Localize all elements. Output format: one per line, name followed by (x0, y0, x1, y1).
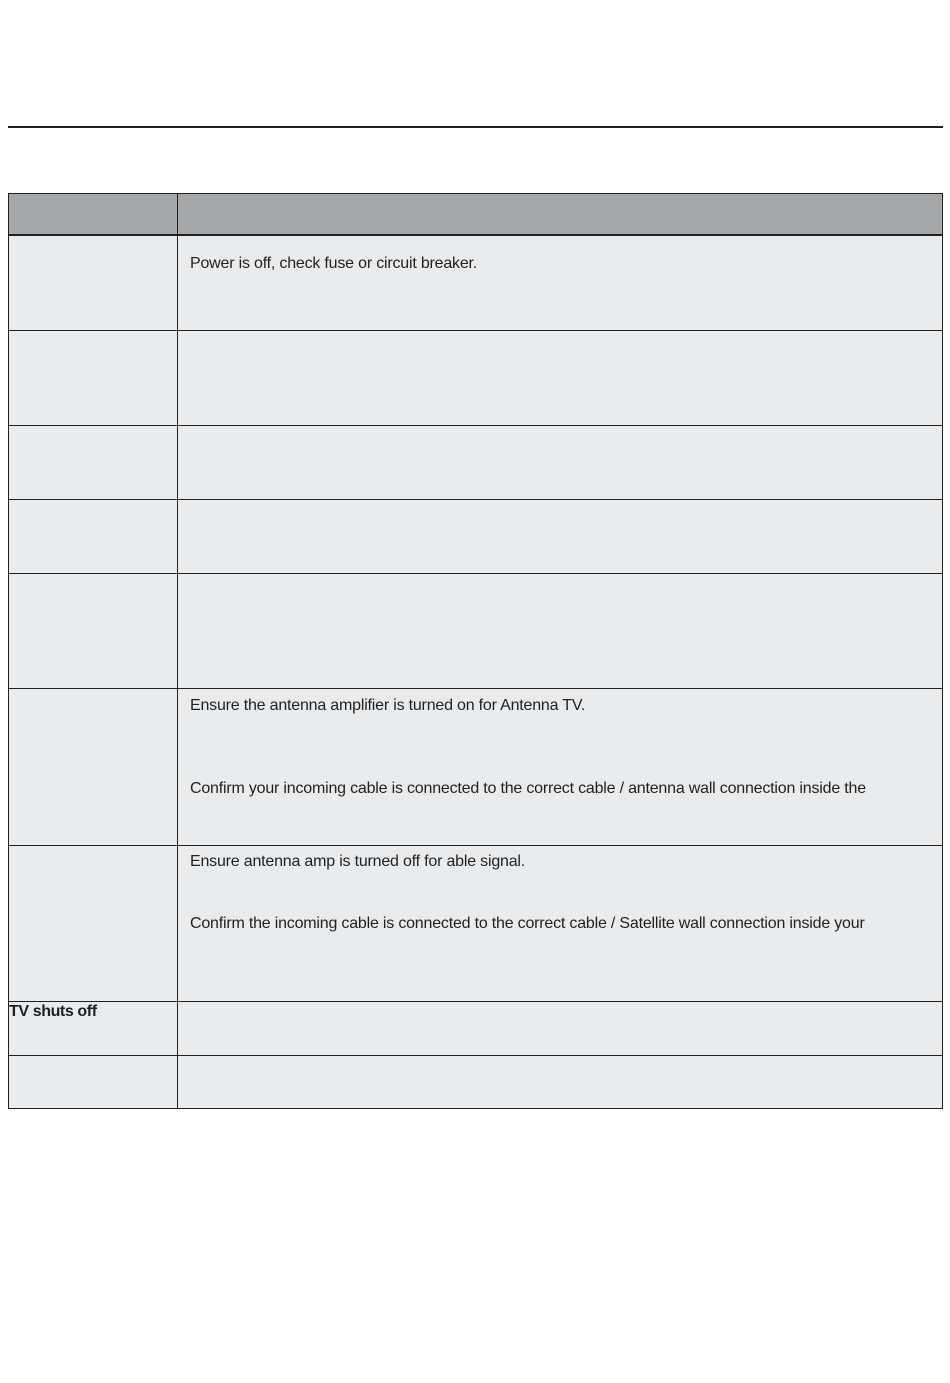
solution-cell (178, 425, 943, 499)
problem-cell (9, 235, 178, 330)
problem-cell (9, 499, 178, 573)
table-header-row (9, 194, 943, 236)
problem-cell (9, 1055, 178, 1108)
problem-cell: TV shuts off (9, 1001, 178, 1055)
table-row (9, 425, 943, 499)
problem-cell (9, 845, 178, 1001)
problem-cell (9, 573, 178, 688)
solution-header (178, 194, 943, 236)
top-rule (8, 126, 943, 128)
solution-cell (178, 1001, 943, 1055)
solution-line: Confirm the incoming cable is connected to the correct cable / Satellite wall connection inside your (190, 914, 865, 932)
problem-header (9, 194, 178, 236)
table-row (9, 688, 943, 845)
solution-cell (178, 235, 943, 330)
table-row (9, 1055, 943, 1108)
table-row (9, 499, 943, 573)
solution-cell (178, 845, 943, 1001)
problem-cell (9, 688, 178, 845)
table-row (9, 1001, 943, 1055)
solution-cell (178, 499, 943, 573)
table-row (9, 573, 943, 688)
solution-line: Ensure antenna amp is turned off for able signal. (190, 852, 526, 870)
problem-cell (9, 425, 178, 499)
table-row (9, 235, 943, 330)
solution-line: Ensure the antenna amplifier is turned on for Antenna TV. (190, 696, 586, 714)
troubleshooting-table (8, 193, 943, 1109)
solution-cell (178, 573, 943, 688)
solution-cell (178, 330, 943, 425)
solution-line: Confirm your incoming cable is connected to the correct cable / antenna wall connection inside the (190, 779, 866, 797)
solution-cell (178, 688, 943, 845)
solution-line: Power is off, check fuse or circuit breaker. (190, 255, 478, 272)
problem-cell (9, 330, 178, 425)
solution-cell (178, 1055, 943, 1108)
table-row (9, 330, 943, 425)
table-row (9, 845, 943, 1001)
